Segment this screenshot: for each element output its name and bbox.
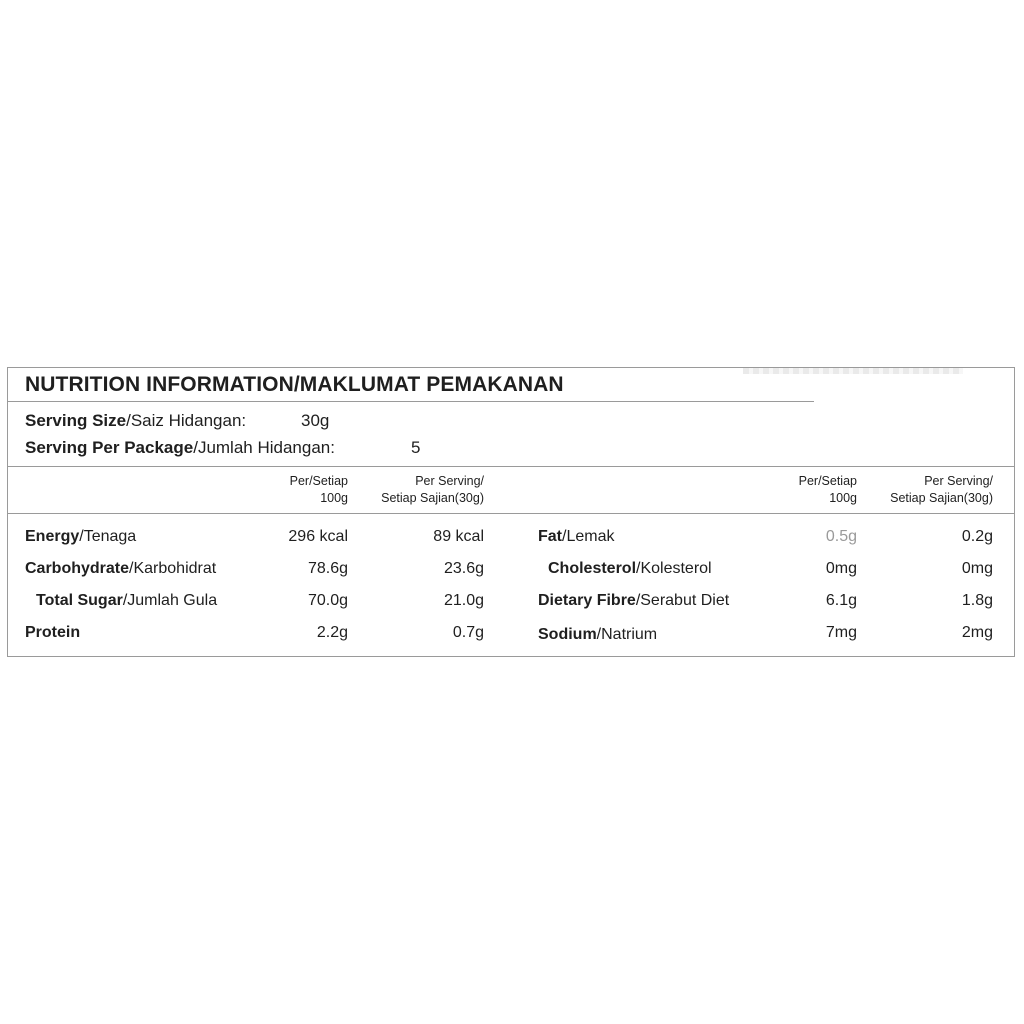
nutrient-row-fat xyxy=(538,528,614,546)
nutrient-row-dietary-fibre xyxy=(538,592,729,610)
energy-per100: 296 kcal xyxy=(288,528,348,545)
left-serving-header-line1: Per Serving/ xyxy=(415,474,484,488)
serving-size-value: 30g xyxy=(301,411,330,430)
serving-per-package-label-ms: /Jumlah Hidangan: xyxy=(193,438,335,457)
nutrient-name-ms: /Jumlah Gula xyxy=(122,592,218,609)
left-serving-header-line2: Setiap Sajian(30g) xyxy=(381,491,484,505)
nutrient-name-ms: /Kolesterol xyxy=(636,560,712,577)
serving-per-package-line xyxy=(25,438,421,458)
nutrient-name-en: Energy xyxy=(25,528,80,545)
nutrient-name-en: Dietary Fibre xyxy=(538,592,636,609)
nutrient-name-ms: /Natrium xyxy=(596,626,658,643)
serving-size-label-ms: /Saiz Hidangan: xyxy=(126,411,247,430)
header-divider xyxy=(8,513,1014,514)
serving-size-line xyxy=(25,411,330,431)
right-per100-header-line2: 100g xyxy=(829,491,857,505)
serving-per-package-value: 5 xyxy=(411,438,421,457)
protein-per100: 2.2g xyxy=(316,624,348,641)
dietary-fibre-per100: 6.1g xyxy=(825,592,857,609)
cholesterol-per-serving: 0mg xyxy=(961,560,993,577)
carbohydrate-per100: 78.6g xyxy=(307,560,348,577)
nutrient-name-ms: /Tenaga xyxy=(79,528,137,545)
left-per100-header xyxy=(228,473,348,507)
dietary-fibre-per-serving: 1.8g xyxy=(961,592,993,609)
sodium-per-serving: 2mg xyxy=(961,624,993,641)
right-per100-header-line1: Per/Setiap xyxy=(798,474,857,488)
title-divider xyxy=(8,401,814,402)
nutrient-name-en: Carbohydrate xyxy=(25,560,130,577)
sodium-per100: 7mg xyxy=(825,624,857,641)
fat-per-serving: 0.2g xyxy=(961,528,993,545)
fat-per100: 0.5g xyxy=(825,528,857,545)
nutrient-row-protein xyxy=(25,624,80,642)
nutrient-name-en: Sodium xyxy=(538,626,597,643)
serving-size-label: Serving Size xyxy=(25,411,127,430)
left-serving-header xyxy=(344,473,484,507)
serving-divider xyxy=(8,466,1014,467)
cholesterol-per100: 0mg xyxy=(825,560,857,577)
right-serving-header-line2: Setiap Sajian(30g) xyxy=(890,491,993,505)
nutrient-name-ms: /Lemak xyxy=(562,528,615,545)
nutrient-name-en: Protein xyxy=(25,624,81,641)
nutrient-row-total-sugar xyxy=(36,592,217,610)
right-serving-header xyxy=(853,473,993,507)
print-smudge xyxy=(743,368,963,374)
nutrient-name-en: Total Sugar xyxy=(36,592,123,609)
nutrient-name-en: Fat xyxy=(538,528,562,545)
total-sugar-per-serving: 21.0g xyxy=(443,592,484,609)
total-sugar-per100: 70.0g xyxy=(307,592,348,609)
energy-per-serving: 89 kcal xyxy=(433,528,484,545)
panel-title: NUTRITION INFORMATION/MAKLUMAT PEMAKANAN xyxy=(25,373,564,396)
protein-per-serving: 0.7g xyxy=(452,624,484,641)
serving-per-package-label: Serving Per Package xyxy=(25,438,194,457)
nutrient-row-sodium xyxy=(538,626,657,644)
nutrient-row-energy xyxy=(25,528,136,546)
nutrition-panel xyxy=(7,367,1015,657)
nutrient-name-en: Cholesterol xyxy=(548,560,637,577)
right-serving-header-line1: Per Serving/ xyxy=(924,474,993,488)
nutrient-row-carbohydrate xyxy=(25,560,216,578)
nutrient-name-ms: /Karbohidrat xyxy=(129,560,217,577)
nutrient-row-cholesterol xyxy=(548,560,712,578)
nutrient-name-ms: /Serabut Diet xyxy=(635,592,730,609)
right-per100-header xyxy=(737,473,857,507)
carbohydrate-per-serving: 23.6g xyxy=(443,560,484,577)
left-per100-header-line2: 100g xyxy=(320,491,348,505)
left-per100-header-line1: Per/Setiap xyxy=(289,474,348,488)
